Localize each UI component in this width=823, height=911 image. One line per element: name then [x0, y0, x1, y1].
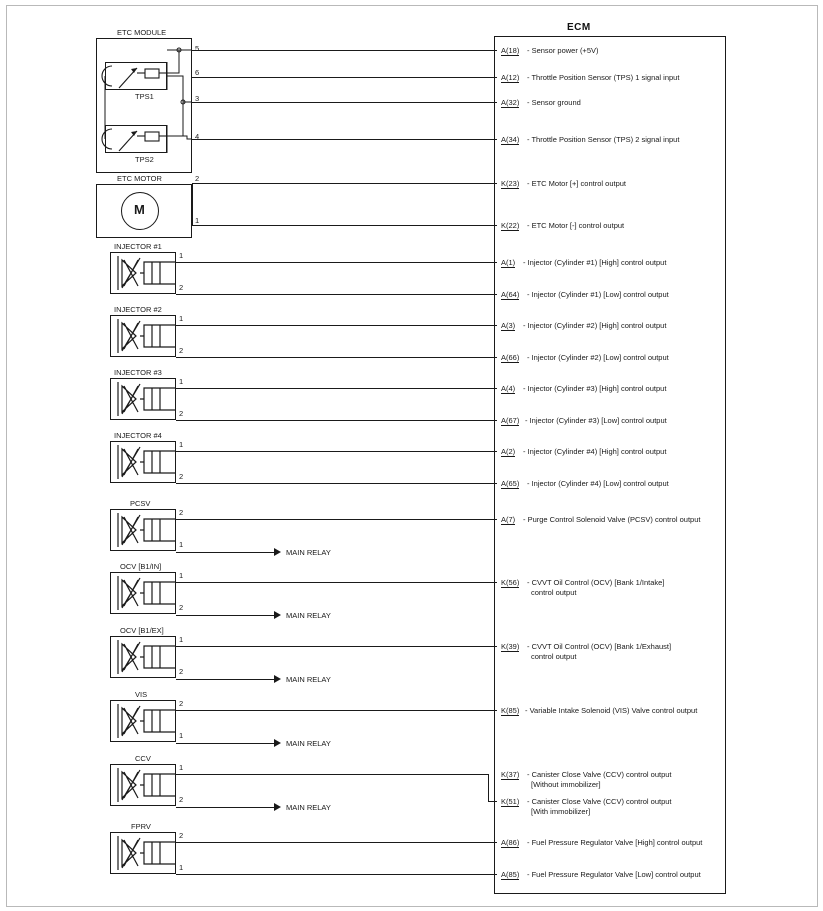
- pin-number: 1: [179, 763, 184, 772]
- main-relay-label: MAIN RELAY: [286, 675, 331, 684]
- pin-number: 2: [179, 508, 184, 517]
- pin-number: 4: [195, 132, 200, 141]
- component-label-ocv-intake: OCV [B1/IN]: [120, 562, 162, 571]
- ecm-pin-code: K(22): [501, 221, 520, 230]
- main-relay-label: MAIN RELAY: [286, 611, 331, 620]
- ecm-pin-code: A(32): [501, 98, 520, 107]
- component-label-ocv-exhaust: OCV [B1/EX]: [120, 626, 164, 635]
- ecm-pin-code: A(18): [501, 46, 520, 55]
- pin-number: 2: [179, 472, 184, 481]
- pin-number: 1: [195, 216, 200, 225]
- pin-number: 2: [179, 409, 184, 418]
- ecm-pin-code: A(7): [501, 515, 516, 524]
- diagram-frame: [6, 5, 818, 907]
- pin-number: 1: [179, 635, 184, 644]
- ecm-pin-desc-line2: [Without immobilizer]: [531, 780, 601, 789]
- pin-number: 1: [179, 314, 184, 323]
- ecm-pin-code: A(1): [501, 258, 516, 267]
- ecm-pin-code: K(56): [501, 578, 520, 587]
- ecm-pin-desc: - Fuel Pressure Regulator Valve [Low] control output: [527, 870, 701, 879]
- ecm-pin-code: K(51): [501, 797, 520, 806]
- pin-number: 2: [179, 283, 184, 292]
- pin-number: 2: [179, 795, 184, 804]
- component-label-ccv: CCV: [135, 754, 151, 763]
- pin-number: 2: [179, 346, 184, 355]
- ecm-pin-desc: - Injector (Cylinder #3) [High] control output: [523, 384, 667, 393]
- ecm-pin-desc: - Injector (Cylinder #2) [High] control output: [523, 321, 667, 330]
- solenoid-symbols: [7, 6, 823, 911]
- ecm-pin-code: A(67): [501, 416, 520, 425]
- ecm-pin-desc: - Throttle Position Sensor (TPS) 2 signal input: [527, 135, 680, 144]
- pin-number: 2: [179, 603, 184, 612]
- ecm-pin-code: K(37): [501, 770, 520, 779]
- pin-number: 2: [195, 174, 200, 183]
- component-label-injector-3: INJECTOR #3: [114, 368, 162, 377]
- component-label-etc-module: ETC MODULE: [117, 28, 167, 37]
- ecm-pin-desc: - Throttle Position Sensor (TPS) 1 signal input: [527, 73, 680, 82]
- ecm-pin-desc: - CVVT Oil Control (OCV) [Bank 1/Exhaust]: [527, 642, 672, 651]
- ecm-pin-code: A(4): [501, 384, 516, 393]
- pin-number: 1: [179, 251, 184, 260]
- ecm-pin-desc: - Purge Control Solenoid Valve (PCSV) control output: [523, 515, 701, 524]
- ecm-pin-desc-line2: control output: [531, 652, 577, 661]
- ecm-pin-desc: - Canister Close Valve (CCV) control output: [527, 770, 672, 779]
- pin-number: 1: [179, 440, 184, 449]
- ecm-pin-code: A(3): [501, 321, 516, 330]
- ecm-pin-desc: - Injector (Cylinder #3) [Low] control output: [525, 416, 667, 425]
- pin-number: 1: [179, 571, 184, 580]
- main-relay-label: MAIN RELAY: [286, 548, 331, 557]
- ecm-pin-code: K(39): [501, 642, 520, 651]
- pin-number: 6: [195, 68, 200, 77]
- component-label-injector-2: INJECTOR #2: [114, 305, 162, 314]
- pin-number: 2: [179, 667, 184, 676]
- ecm-pin-code: A(86): [501, 838, 520, 847]
- main-relay-label: MAIN RELAY: [286, 739, 331, 748]
- component-label-pcsv: PCSV: [130, 499, 151, 508]
- component-label-etc-motor: ETC MOTOR: [117, 174, 162, 183]
- ecm-pin-desc: - ETC Motor [-] control output: [527, 221, 625, 230]
- pin-number: 5: [195, 44, 200, 53]
- ecm-pin-desc: - Fuel Pressure Regulator Valve [High] control output: [527, 838, 703, 847]
- ecm-pin-desc: - Injector (Cylinder #4) [High] control output: [523, 447, 667, 456]
- ecm-pin-code: A(12): [501, 73, 520, 82]
- ecm-pin-desc-line2: control output: [531, 588, 577, 597]
- ecm-pin-desc: - Injector (Cylinder #4) [Low] control output: [527, 479, 669, 488]
- ecm-pin-code: K(85): [501, 706, 520, 715]
- component-label-injector-4: INJECTOR #4: [114, 431, 162, 440]
- ecm-pin-desc: - Sensor ground: [527, 98, 581, 107]
- pin-number: 1: [179, 377, 184, 386]
- ecm-pin-desc-line2: [With immobilizer]: [531, 807, 591, 816]
- motor-symbol-label: M: [134, 202, 145, 217]
- ecm-pin-desc: - Injector (Cylinder #1) [High] control output: [523, 258, 667, 267]
- ecm-pin-desc: - Canister Close Valve (CCV) control output: [527, 797, 672, 806]
- component-label-vis: VIS: [135, 690, 148, 699]
- ecm-pin-code: A(65): [501, 479, 520, 488]
- component-label-injector-1: INJECTOR #1: [114, 242, 162, 251]
- ecm-pin-desc: - CVVT Oil Control (OCV) [Bank 1/Intake]: [527, 578, 665, 587]
- component-label-fprv: FPRV: [131, 822, 151, 831]
- ecm-pin-code: A(34): [501, 135, 520, 144]
- ecm-pin-code: K(23): [501, 179, 520, 188]
- ecm-pin-desc: - Variable Intake Solenoid (VIS) Valve control output: [525, 706, 698, 715]
- ecm-pin-code: A(85): [501, 870, 520, 879]
- pin-number: 2: [179, 699, 184, 708]
- ecm-pin-code: A(64): [501, 290, 520, 299]
- ecm-pin-desc: - Sensor power (+5V): [527, 46, 599, 55]
- pin-number: 1: [179, 540, 184, 549]
- pin-number: 1: [179, 863, 184, 872]
- ecm-pin-code: A(66): [501, 353, 520, 362]
- ecm-pin-desc: - Injector (Cylinder #2) [Low] control output: [527, 353, 669, 362]
- ecm-pin-code: A(2): [501, 447, 516, 456]
- pin-number: 1: [179, 731, 184, 740]
- ecm-title: ECM: [567, 22, 591, 33]
- pin-number: 2: [179, 831, 184, 840]
- main-relay-label: MAIN RELAY: [286, 803, 331, 812]
- tps2-label: TPS2: [135, 155, 154, 164]
- tps1-label: TPS1: [135, 92, 154, 101]
- ecm-pin-desc: - Injector (Cylinder #1) [Low] control output: [527, 290, 669, 299]
- ecm-pin-desc: - ETC Motor [+] control output: [527, 179, 626, 188]
- pin-number: 3: [195, 94, 200, 103]
